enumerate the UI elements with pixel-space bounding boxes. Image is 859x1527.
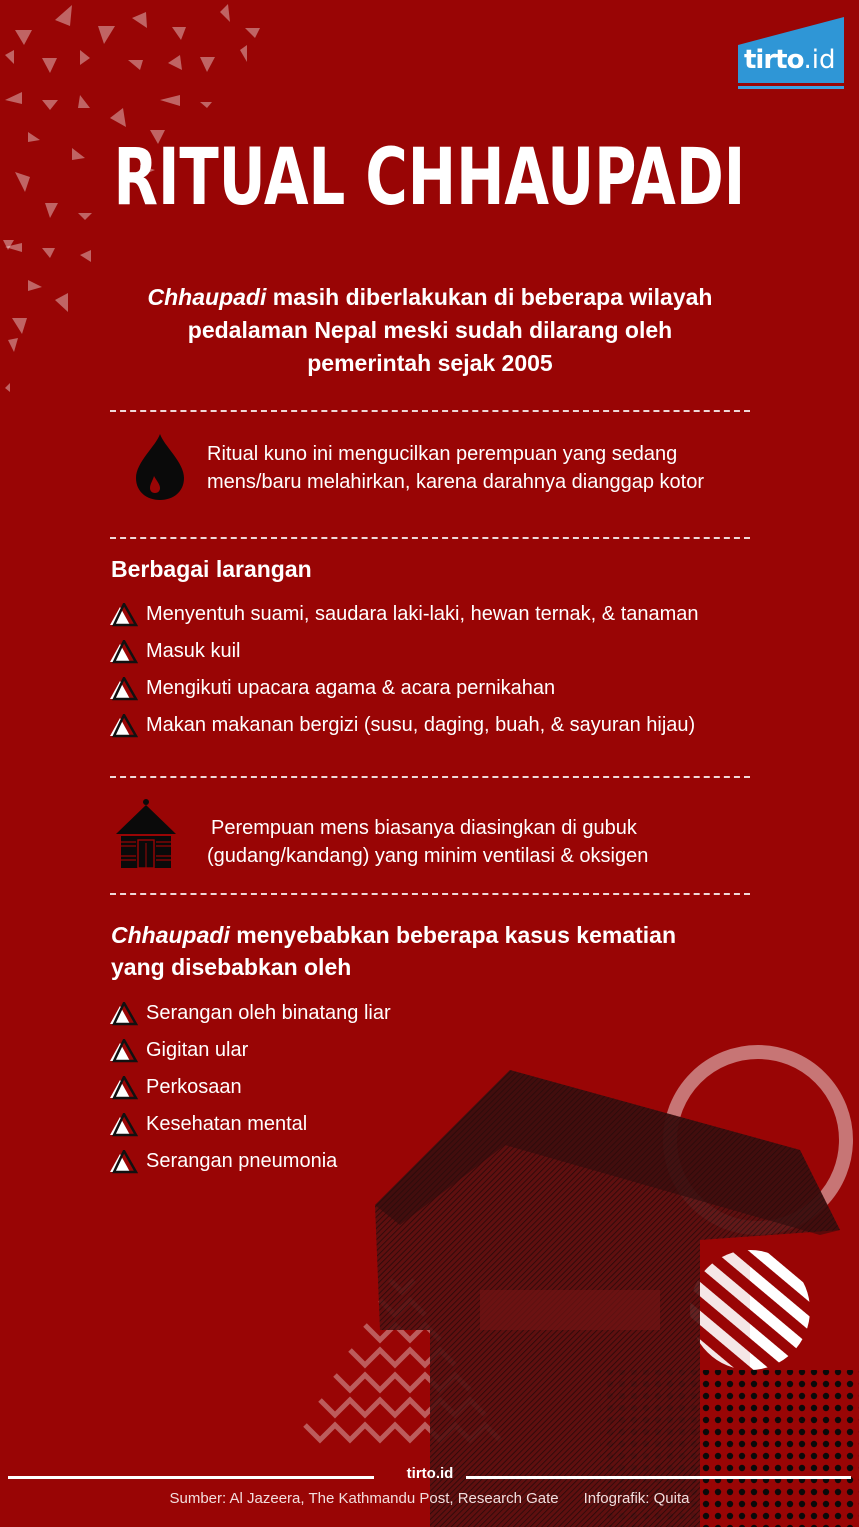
deaths-heading: Chhaupadi menyebabkan beberapa kasus kematian yang disebabkan oleh <box>111 922 676 980</box>
logo-text: tirto.id <box>744 45 836 75</box>
prohibitions-list <box>110 596 699 744</box>
footer-brand: tirto.id <box>406 1465 454 1482</box>
warning-triangle-icon <box>110 1002 138 1026</box>
hut-fact-text: Perempuan mens biasanya diasingkan di gubuk (gudang/kandang) yang minim ventilasi & oksigen <box>207 817 649 867</box>
warning-triangle-icon <box>110 1113 138 1137</box>
warning-triangle-icon <box>110 677 138 701</box>
warning-triangle-icon <box>110 1076 138 1100</box>
intro-paragraph <box>90 281 770 380</box>
footer-divider-right <box>466 1476 851 1479</box>
page-title: RITUAL CHHAUPADI <box>113 133 746 223</box>
warning-triangle-icon <box>110 640 138 664</box>
logo-underline <box>738 86 844 89</box>
blood-drop-icon <box>134 432 186 502</box>
intro-italic-term: Chhaupadi <box>147 284 267 310</box>
list-item: Kesehatan mental <box>110 1106 391 1143</box>
blood-fact-text: Ritual kuno ini mengucilkan perempuan yang sedang mens/baru melahirkan, karena darahnya dianggap kotor <box>207 443 704 493</box>
dashed-divider <box>110 893 750 895</box>
warning-triangle-icon <box>110 1039 138 1063</box>
list-item: Serangan oleh binatang liar <box>110 995 391 1032</box>
prohibitions-heading: Berbagai larangan <box>111 556 312 582</box>
warning-triangle-icon <box>110 714 138 738</box>
list-item: Makan makanan bergizi (susu, daging, buah, & sayuran hijau) <box>110 707 699 744</box>
hut-icon <box>114 798 178 870</box>
dashed-divider <box>110 410 750 412</box>
intro-line-1: Chhaupadi masih diberlakukan di beberapa wilayah <box>147 284 713 310</box>
warning-triangle-icon <box>110 603 138 627</box>
deaths-italic-term: Chhaupadi <box>111 922 230 948</box>
dashed-divider <box>110 776 750 778</box>
hut-photo-collage-decoration <box>280 1030 859 1527</box>
list-item: Gigitan ular <box>110 1032 391 1069</box>
intro-line-3: pemerintah sejak 2005 <box>307 350 553 376</box>
list-item: Perkosaan <box>110 1069 391 1106</box>
footer-divider-left <box>8 1476 374 1479</box>
dashed-divider <box>110 537 750 539</box>
list-item: Menyentuh suami, saudara laki-laki, hewan ternak, & tanaman <box>110 596 699 633</box>
footer-source-credits: Sumber: Al Jazeera, The Kathmandu Post, Research Gate Infografik: Quita <box>169 1490 690 1507</box>
list-item: Masuk kuil <box>110 633 699 670</box>
intro-line-2: pedalaman Nepal meski sudah dilarang oleh <box>187 317 673 343</box>
list-item: Mengikuti upacara agama & acara pernikahan <box>110 670 699 707</box>
list-item: Serangan pneumonia <box>110 1143 391 1180</box>
warning-triangle-icon <box>110 1150 138 1174</box>
tirto-logo[interactable] <box>736 15 846 91</box>
